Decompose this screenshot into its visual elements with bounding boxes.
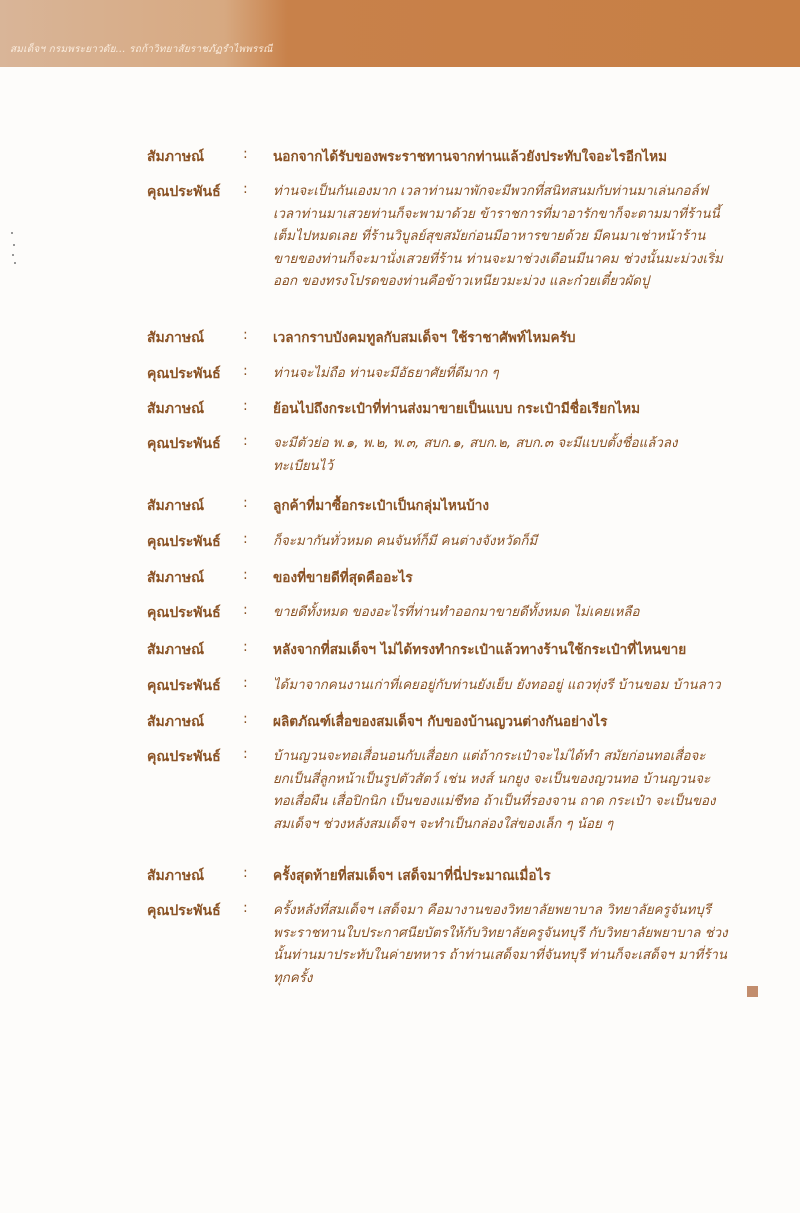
text-line: พระราชทานใบประกาศนียบัตรให้กับวิทยาลัยครูจันทบุรี กับวิทยาลัยพยาบาล ช่วง [273, 925, 728, 941]
speaker-separator: : [243, 398, 248, 414]
speaker-separator: : [243, 363, 248, 379]
text-line: ท่านจะเป็นกันเองมาก เวลาท่านมาพักจะมีพวกที่สนิทสนมกับท่านมาเล่นกอล์ฟ [273, 184, 709, 199]
text-line: ทอเสื่อผืน เสื่อปิกนิก เป็นของแม่ชีทอ ถ้าเป็นที่รองจาน ถาด กระเป๋า จะเป็นของ [273, 794, 716, 809]
speaker-label: สัมภาษณ์ [147, 868, 205, 884]
speaker-separator: : [243, 146, 248, 162]
text-line: ยกเป็นสี่ลูกหน้าเป็นรูปตัวสัตว์ เช่น หงส์ นกยูง จะเป็นของญวนทอ บ้านญวนจะ [273, 771, 711, 787]
text-line: เวลาท่านมาเสวยท่านก็จะพามาด้วย ข้าราชการที่มาอารักขาก็จะตามมาที่ร้านนี้ [273, 206, 720, 222]
text-line: จะมีตัวย่อ พ.๑, พ.๒, พ.๓, สบก.๑, สบก.๒, สบก.๓ จะมีแบบตั้งชื่อแล้วลง [273, 436, 678, 451]
end-of-article-mark [747, 986, 758, 997]
speaker-separator: : [243, 865, 248, 881]
speaker-label: คุณประพันธ์ [147, 534, 221, 550]
speaker-separator: : [243, 567, 248, 583]
text-line: ขายดีทั้งหมด ของอะไรที่ท่านทำออกมาขายดีทั้งหมด ไม่เคยเหลือ [273, 605, 640, 620]
speaker-label: สัมภาษณ์ [147, 714, 205, 730]
utterance-text [273, 865, 761, 888]
text-line: ครั้งสุดท้ายที่สมเด็จฯ เสด็จมาที่นี่ประมาณเมื่อไร [273, 868, 551, 884]
speaker-label: สัมภาษณ์ [147, 498, 205, 514]
utterance-text [273, 746, 761, 836]
text-line: ขายของท่านก็จะมานั่งเสวยที่ร้าน ท่านจะมาช่วงเดือนมีนาคม ช่วงนั้นมะม่วงเริ่ม [273, 251, 723, 267]
speaker-separator: : [243, 433, 248, 449]
speaker-separator: : [243, 602, 248, 618]
speaker-label: สัมภาษณ์ [147, 642, 205, 658]
utterance-text [273, 531, 761, 554]
speaker-label: คุณประพันธ์ [147, 605, 221, 621]
text-line: ครั้งหลังที่สมเด็จฯ เสด็จมา คือมางานของวิทยาลัยพยาบาล วิทยาลัยครูจันทบุรี [273, 903, 711, 918]
utterance-text [273, 639, 761, 662]
utterance-text [273, 146, 761, 169]
text-line: สมเด็จฯ ช่วงหลังสมเด็จฯ จะทำเป็นกล่องใส่ของเล็ก ๆ น้อย ๆ [273, 816, 614, 832]
text-line: ก็จะมากันทั่วหมด คนจันท์ก็มี คนต่างจังหวัดก็มี [273, 534, 538, 549]
text-line: ทุกครั้ง [273, 970, 313, 986]
text-line: นั้นท่านมาประทับในค่ายทหาร ถ้าท่านเสด็จมาที่จันทบุรี ท่านก็จะเสด็จฯ มาที่ร้าน [273, 948, 727, 963]
speaker-label: สัมภาษณ์ [147, 570, 205, 586]
speaker-separator: : [243, 327, 248, 343]
speaker-separator: : [243, 900, 248, 916]
speaker-separator: : [243, 181, 248, 197]
text-line: ของที่ขายดีที่สุดคืออะไร [273, 570, 413, 586]
text-line: ลูกค้าที่มาซื้อกระเป๋าเป็นกลุ่มไหนบ้าง [273, 498, 490, 514]
text-line: ผลิตภัณฑ์เสื่อของสมเด็จฯ กับของบ้านญวนต่างกันอย่างไร [273, 714, 608, 730]
speaker-label: คุณประพันธ์ [147, 366, 221, 382]
speaker-separator: : [243, 746, 248, 762]
speaker-separator: : [243, 639, 248, 655]
utterance-text [273, 675, 761, 698]
header-band [0, 0, 800, 67]
utterance-text [273, 433, 761, 478]
speaker-separator: : [243, 531, 248, 547]
running-title: สมเด็จฯ กรมพระยาวดัย... รถก้าวิทยาสัยราชภัฏรำไพพรรณี [10, 44, 273, 55]
utterance-text [273, 495, 761, 518]
speaker-separator: : [243, 711, 248, 727]
utterance-text [273, 567, 761, 590]
speaker-label: คุณประพันธ์ [147, 903, 221, 919]
text-line: บ้านญวนจะทอเสื่อนอนกับเสื่อยก แต่ถ้ากระเป๋าจะไม่ได้ทำ สมัยก่อนทอเสื่อจะ [273, 749, 706, 764]
text-line: หลังจากที่สมเด็จฯ ไม่ได้ทรงทำกระเป๋าแล้วทางร้านใช้กระเป๋าที่ไหนขาย [273, 642, 687, 658]
utterance-text [273, 398, 761, 421]
utterance-text [273, 327, 761, 350]
text-line: ออก ของทรงโปรดของท่านคือข้าวเหนียวมะม่วง และก๋วยเตี๋ยวผัดปู [273, 274, 650, 289]
utterance-text [273, 711, 761, 734]
speaker-label: คุณประพันธ์ [147, 749, 221, 765]
text-line: เต็มไปหมดเลย ที่ร้านวิบูลย์สุขสมัยก่อนมีอาหารขายด้วย มีคนมาเช่าหน้าร้าน [273, 229, 706, 244]
text-line: ทะเบียนไว้ [273, 458, 333, 474]
text-line: เวลากราบบังคมทูลกับสมเด็จฯ ใช้ราชาศัพท์ไหมครับ [273, 330, 576, 346]
utterance-text [273, 181, 761, 294]
speaker-label: คุณประพันธ์ [147, 436, 221, 452]
utterance-text [273, 900, 761, 990]
text-line: ท่านจะไม่ถือ ท่านจะมีอัธยาศัยที่ดีมาก ๆ [273, 366, 499, 381]
speaker-label: คุณประพันธ์ [147, 678, 221, 694]
text-line: ย้อนไปถึงกระเป๋าที่ท่านส่งมาขายเป็นแบบ กระเป๋ามีชื่อเรียกไหม [273, 401, 641, 417]
speaker-label: สัมภาษณ์ [147, 330, 205, 346]
utterance-text [273, 363, 761, 386]
text-line: นอกจากได้รับของพระราชทานจากท่านแล้วยังประทับใจอะไรอีกไหม [273, 149, 668, 165]
speaker-separator: : [243, 495, 248, 511]
speaker-separator: : [243, 675, 248, 691]
speaker-label: สัมภาษณ์ [147, 149, 205, 165]
text-line: ได้มาจากคนงานเก่าที่เคยอยู่กับท่านยังเย็บ ยังทออยู่ แถวทุ่งรี บ้านขอม บ้านลาว [273, 678, 721, 693]
margin-specks [9, 232, 19, 272]
speaker-label: คุณประพันธ์ [147, 184, 221, 200]
speaker-label: สัมภาษณ์ [147, 401, 205, 417]
utterance-text [273, 602, 761, 625]
